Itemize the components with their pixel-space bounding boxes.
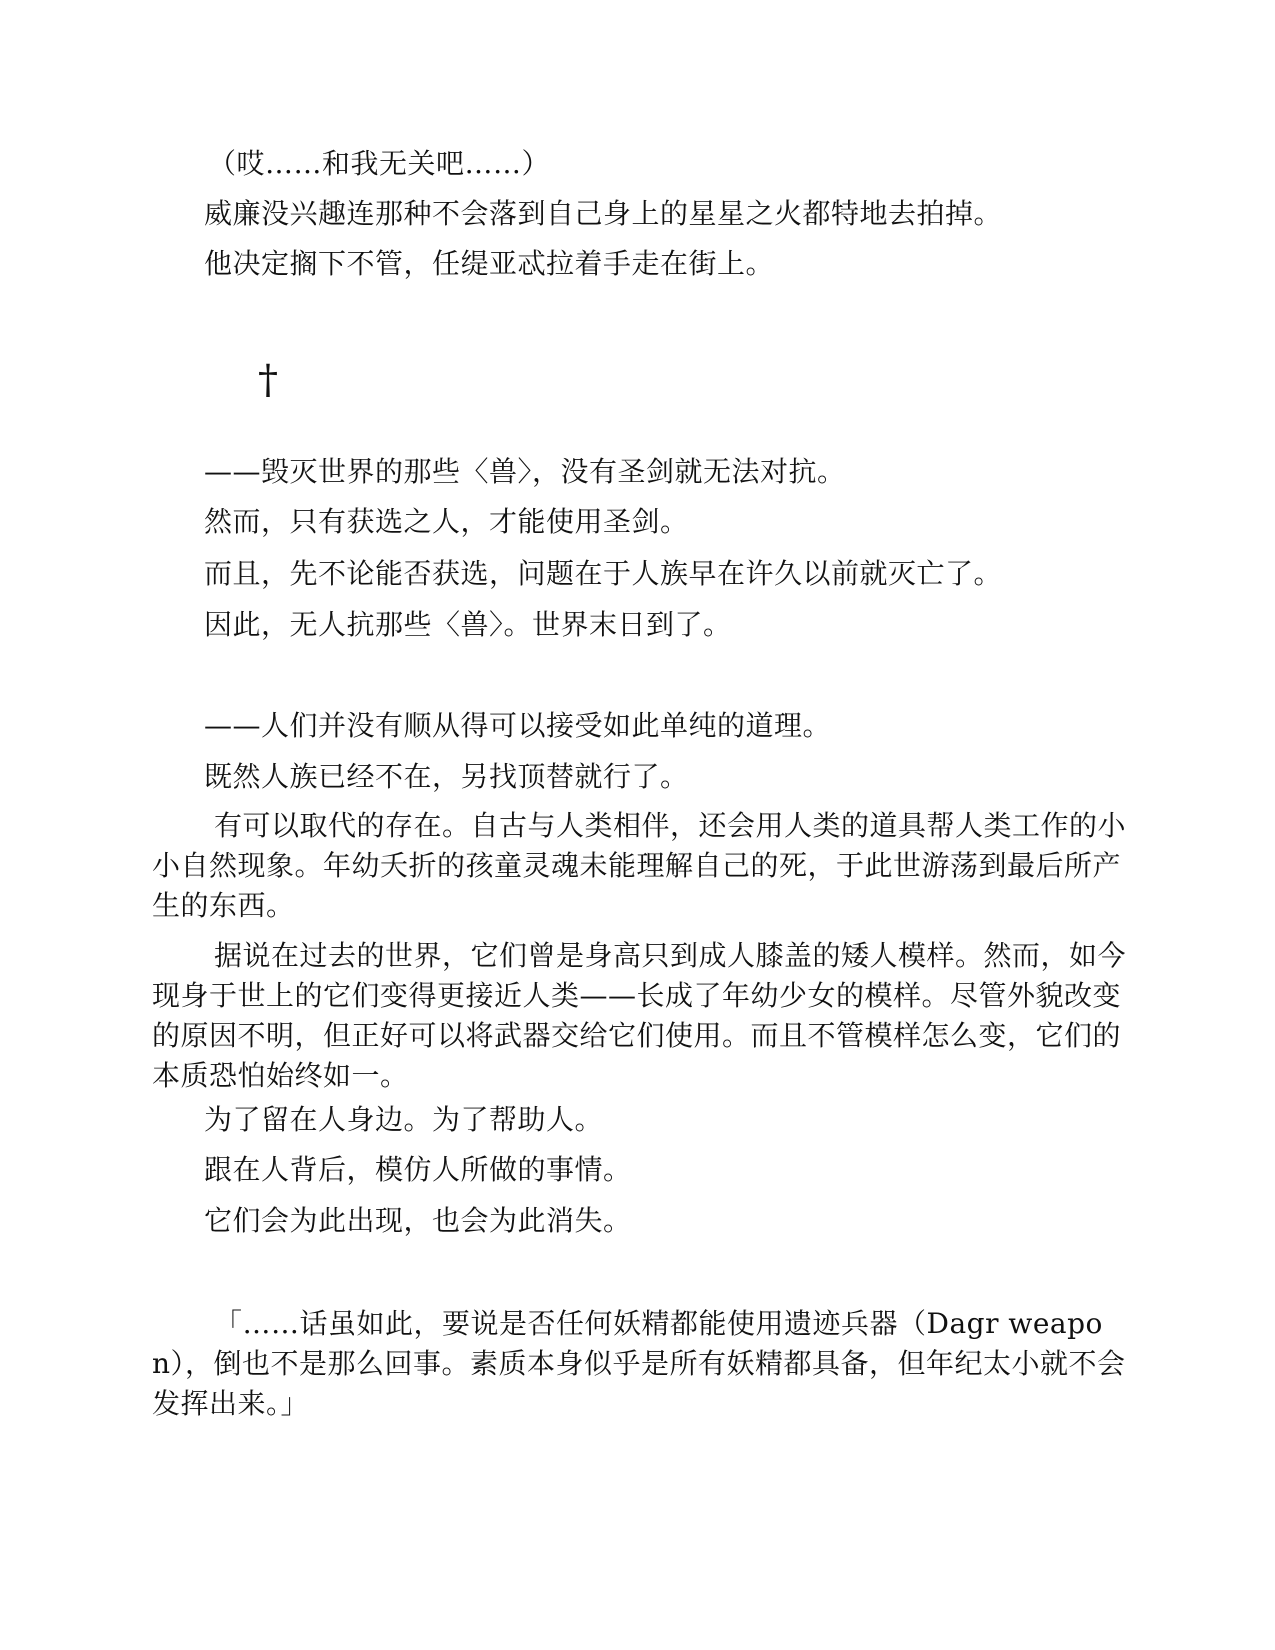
text-line: 它们会为此出现，也会为此消失。 [204, 1204, 632, 1237]
text-line: ——毁灭世界的那些〈兽〉，没有圣剑就无法对抗。 [204, 455, 846, 488]
text-line: 因此，无人抗那些〈兽〉。世界末日到了。 [204, 608, 732, 641]
paragraph: 据说在过去的世界，它们曾是身高只到成人膝盖的矮人模样。然而，如今现身于世上的它们变得更接近人类——长成了年幼少女的模样。尽管外貌改变的原因不明，但正好可以将武器交给它们使用。而且不管模样怎么变，它们的本质恐怕始终如一。 [152, 939, 1127, 1092]
section-separator: † [258, 357, 278, 403]
paragraph: 「……话虽如此，要说是否任何妖精都能使用遗迹兵器（Dagr weapon），倒也不是那么回事。素质本身似乎是所有妖精都具备，但年纪太小就不会发挥出来。」 [152, 1307, 1126, 1420]
text-line: 为了留在人身边。为了帮助人。 [204, 1103, 604, 1136]
text-line: 威廉没兴趣连那种不会落到自己身上的星星之火都特地去拍掉。 [204, 197, 1003, 230]
text-line: 然而，只有获选之人，才能使用圣剑。 [204, 505, 689, 538]
text-line: 而且，先不论能否获选，问题在于人族早在许久以前就灭亡了。 [204, 557, 1003, 590]
text-line: 跟在人背后，模仿人所做的事情。 [204, 1153, 632, 1186]
text-line: ——人们并没有顺从得可以接受如此单纯的道理。 [204, 709, 832, 742]
paragraph: 有可以取代的存在。自古与人类相伴，还会用人类的道具帮人类工作的小小自然现象。年幼夭折的孩童灵魂未能理解自己的死，于此世游荡到最后所产生的东西。 [152, 809, 1127, 922]
text-line: 他决定搁下不管，任缇亚忒拉着手走在街上。 [204, 247, 775, 280]
text-line: （哎……和我无关吧……） [208, 147, 551, 180]
text-line: 既然人族已经不在，另找顶替就行了。 [204, 760, 689, 793]
